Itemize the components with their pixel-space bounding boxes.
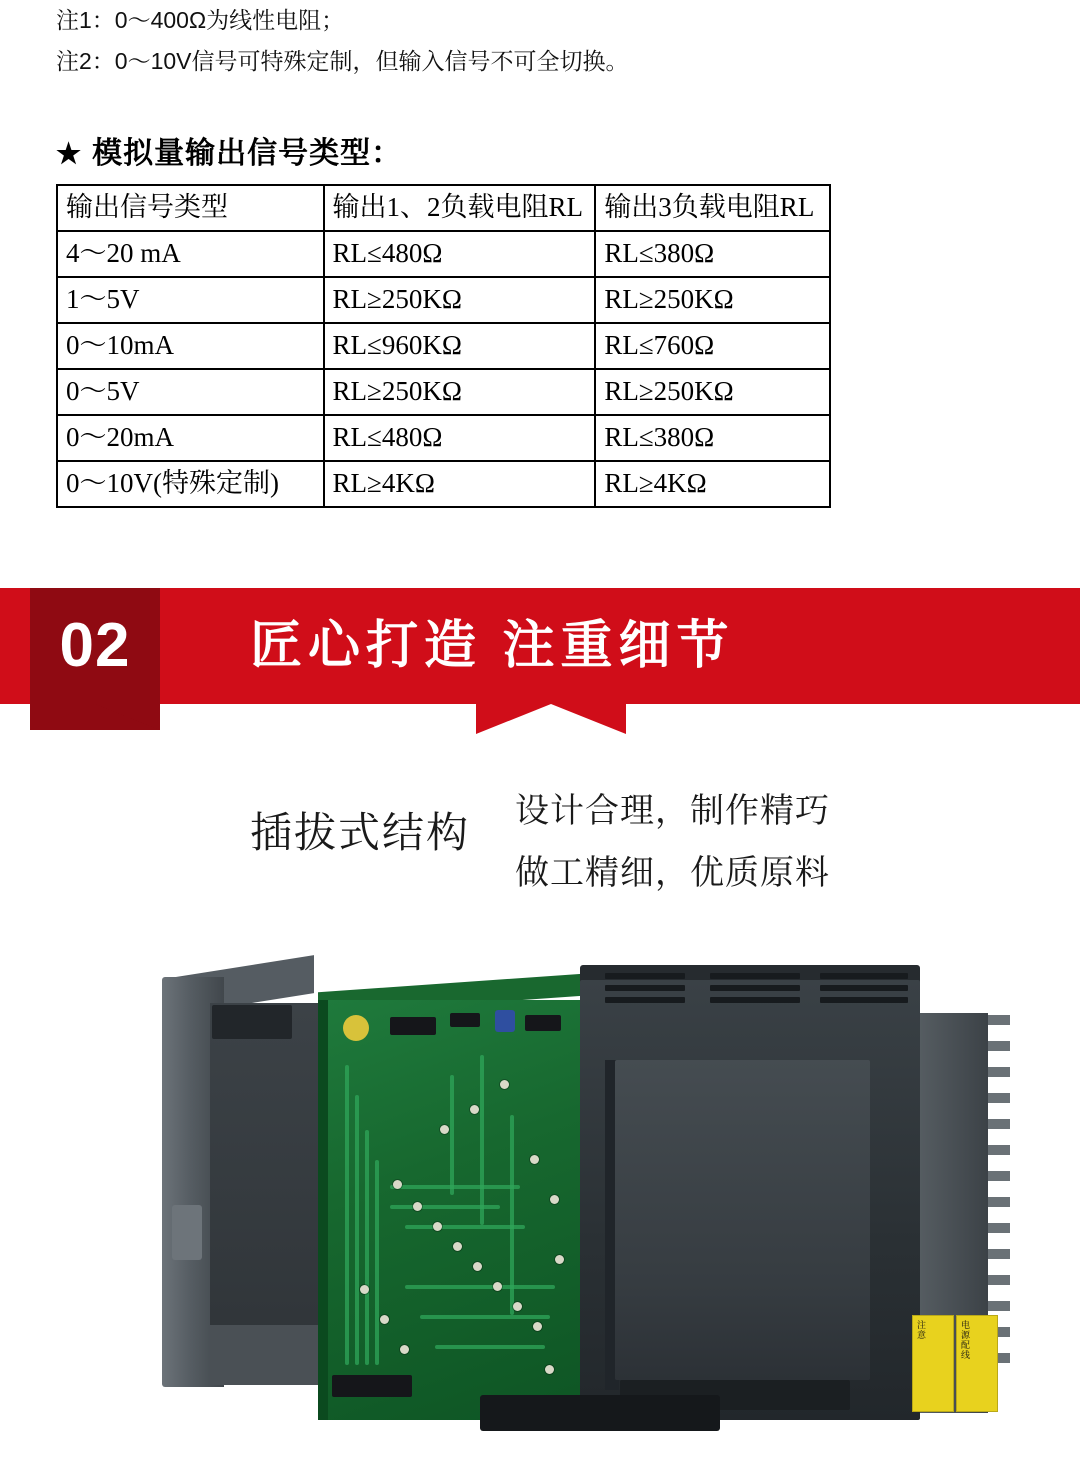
vent-slot <box>820 985 908 991</box>
section-banner-tail <box>476 704 626 734</box>
table-cell: 1～5V <box>57 277 324 323</box>
vent-slot <box>605 997 685 1003</box>
table-row <box>57 461 830 507</box>
table-cell: RL≥250KΩ <box>595 369 830 415</box>
terminal-fin <box>988 1171 1010 1181</box>
solder-pad <box>493 1282 502 1291</box>
circuit-board-edge <box>318 1000 328 1420</box>
feature-main-label: 插拔式结构 <box>250 809 471 856</box>
solder-pad <box>500 1080 509 1089</box>
pcb-trace <box>355 1095 359 1365</box>
table-cell: RL≤960KΩ <box>324 323 596 369</box>
analog-output-heading <box>56 128 402 172</box>
notes-block <box>56 0 1016 82</box>
connector-strip <box>332 1375 412 1397</box>
solder-pad <box>400 1345 409 1354</box>
bezel-body <box>210 1003 320 1373</box>
ic-chip <box>390 1017 436 1035</box>
table-cell: RL≤760Ω <box>595 323 830 369</box>
solder-pad <box>470 1105 479 1114</box>
pcb-trace <box>405 1285 555 1289</box>
warning-label-power-wiring <box>956 1315 998 1412</box>
table-cell: RL≥250KΩ <box>324 277 596 323</box>
section-number-tail <box>30 704 160 730</box>
pcb-trace <box>375 1160 379 1365</box>
solder-pad <box>453 1242 462 1251</box>
terminal-fin <box>988 1197 1010 1207</box>
analog-output-heading-text: 模拟量输出信号类型： <box>92 137 403 170</box>
pcb-trace <box>390 1185 520 1189</box>
pcb-trace <box>450 1075 454 1195</box>
table-header-row <box>57 185 830 231</box>
pcb-trace <box>420 1315 550 1319</box>
warning-label-caution-text: 注意 <box>916 1320 926 1340</box>
pcb-trace <box>405 1225 525 1229</box>
bezel-lower-shadow <box>210 1325 325 1385</box>
terminal-fin <box>988 1119 1010 1129</box>
terminal-fin <box>988 1015 1010 1025</box>
solder-pad <box>533 1322 542 1331</box>
solder-pad <box>513 1302 522 1311</box>
table-cell: RL≥4KΩ <box>595 461 830 507</box>
table-cell: RL≤480Ω <box>324 231 596 277</box>
table-row <box>57 415 830 461</box>
table-row <box>57 277 830 323</box>
table-cell: RL≤380Ω <box>595 231 830 277</box>
terminal-fin <box>988 1275 1010 1285</box>
feature-description <box>515 780 830 904</box>
table-header-cell: 输出信号类型 <box>57 185 324 231</box>
terminal-fin <box>988 1093 1010 1103</box>
table-cell: RL≥4KΩ <box>324 461 596 507</box>
table-cell: 0～10mA <box>57 323 324 369</box>
table-row <box>57 231 830 277</box>
solder-pad <box>433 1222 442 1231</box>
star-icon: ★ <box>56 138 83 169</box>
section-number: 02 <box>59 611 131 680</box>
table-row <box>57 369 830 415</box>
vent-slot <box>605 973 685 979</box>
capacitor-yellow <box>343 1015 369 1041</box>
table-row <box>57 323 830 369</box>
ic-chip <box>525 1015 561 1031</box>
table-cell: 0～20mA <box>57 415 324 461</box>
solder-pad <box>393 1180 402 1189</box>
housing-side-panel <box>615 1060 870 1380</box>
terminal-fin <box>988 1067 1010 1077</box>
vent-slot <box>710 973 800 979</box>
terminal-fin <box>988 1249 1010 1259</box>
ic-chip <box>450 1013 480 1027</box>
table-cell: RL≤480Ω <box>324 415 596 461</box>
table-header-cell: 输出1、2负载电阻RL <box>324 185 596 231</box>
housing-base-shadow <box>480 1395 720 1431</box>
table-cell: RL≤380Ω <box>595 415 830 461</box>
pcb-trace <box>365 1130 369 1365</box>
solder-pad <box>530 1155 539 1164</box>
vent-slot <box>820 973 908 979</box>
solder-pad <box>555 1255 564 1264</box>
feature-line-2: 做工精细，优质原料 <box>515 854 830 892</box>
terminal-fin <box>988 1223 1010 1233</box>
analog-output-table-wrapper <box>56 184 831 508</box>
bezel-notch <box>212 1005 292 1039</box>
feature-line-1: 设计合理，制作精巧 <box>515 792 830 830</box>
terminal-fin <box>988 1145 1010 1155</box>
note-line-1: 注1：0～400Ω为线性电阻； <box>56 7 345 33</box>
vent-slot <box>710 997 800 1003</box>
pcb-trace <box>435 1345 545 1349</box>
terminal-fin <box>988 1041 1010 1051</box>
table-cell: 4～20 mA <box>57 231 324 277</box>
analog-output-table <box>56 184 831 508</box>
solder-pad <box>473 1262 482 1271</box>
vent-slot <box>710 985 800 991</box>
table-cell: RL≥250KΩ <box>324 369 596 415</box>
solder-pad <box>380 1315 389 1324</box>
section-banner-title: 匠心打造 注重细节 <box>250 617 735 675</box>
vent-slot <box>820 997 908 1003</box>
solder-pad <box>440 1125 449 1134</box>
table-cell: 0～5V <box>57 369 324 415</box>
terminal-fin <box>988 1301 1010 1311</box>
table-cell: 0～10V(特殊定制) <box>57 461 324 507</box>
warning-label-power-wiring-text: 电源配线 <box>960 1320 970 1360</box>
solder-pad <box>413 1202 422 1211</box>
vent-slot <box>605 985 685 991</box>
solder-pad <box>550 1195 559 1204</box>
warning-label-caution <box>912 1315 954 1412</box>
product-photo <box>150 955 970 1455</box>
bezel-latch <box>172 1205 202 1260</box>
solder-pad <box>545 1365 554 1374</box>
table-header-cell: 输出3负载电阻RL <box>595 185 830 231</box>
table-cell: RL≥250KΩ <box>595 277 830 323</box>
pcb-trace <box>345 1065 349 1365</box>
solder-pad <box>360 1285 369 1294</box>
capacitor-blue <box>495 1010 515 1032</box>
note-line-2: 注2：0～10V信号可特殊定制，但输入信号不可全切换。 <box>56 48 629 74</box>
pcb-trace <box>480 1055 484 1225</box>
